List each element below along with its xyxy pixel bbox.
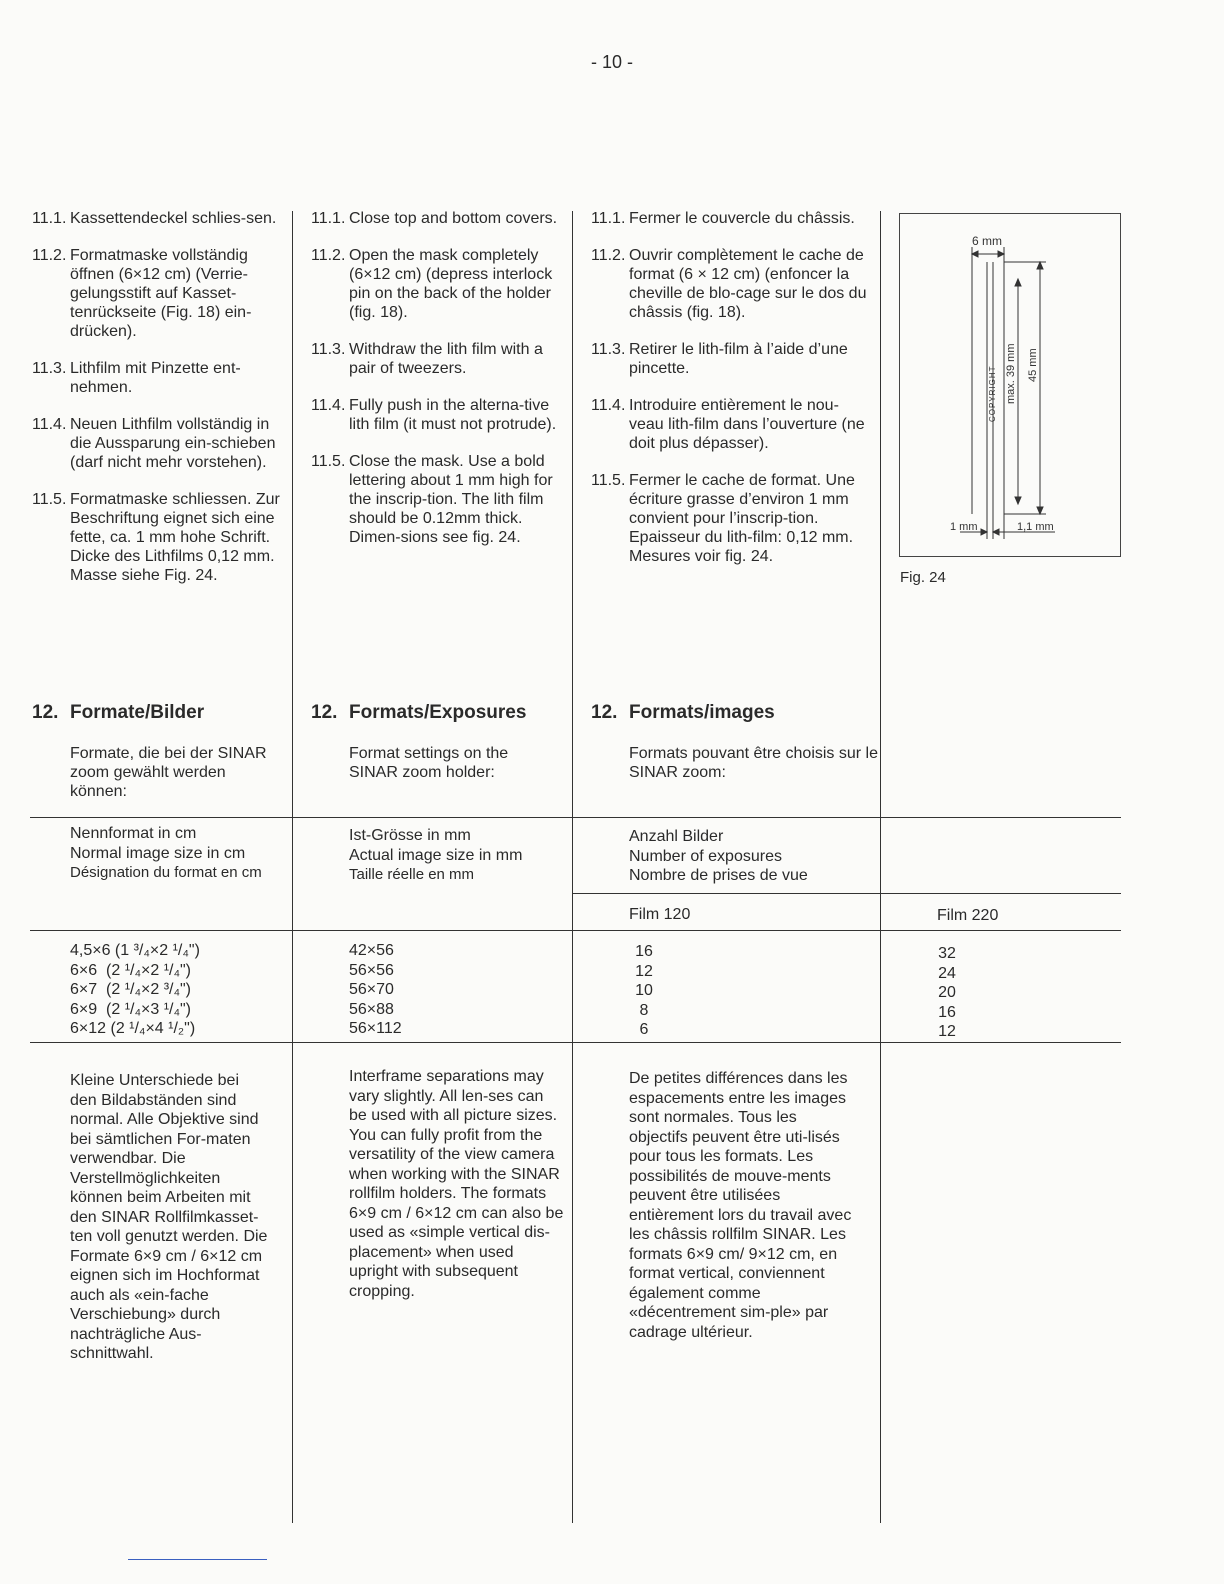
step-item: 11.3. Withdraw the lith film with a pair of tweezers. [311, 341, 543, 377]
step-item: 11.2. Open the mask completely (6×12 cm) (depress interlock pin on the back of the holder (fig. 18). [311, 247, 553, 321]
notes-de: Kleine Unterschiede bei den Bildabständen sind normal. Alle Objektive sind bei sämtlichen For-maten verwendbar. Die Verstellmöglichkeiten können beim Arbeiten mit den SINAR Rollfilmkasset-ten voll genutzt werden. Die Formate 6×9 cm / 6×12 cm eignen sich im Hochformat auch als «ein-fache Verschiebung» durch nachträgliche Aus-schnittwahl. [70, 1072, 268, 1362]
table-cell: 6×12 (2 ¹/₄×4 ¹/₂") [70, 1020, 196, 1037]
table-cell: 32 [938, 945, 956, 962]
step-item: 11.4. Fully push in the alterna-tive lith film (it must not protrude). [311, 397, 557, 433]
heading-fr: 12. Formats/images [591, 702, 775, 723]
step-item: 11.4. Neuen Lithfilm vollständig in die Aussparung ein-schieben (darf nicht mehr vorstehen). [32, 416, 276, 471]
subtitle-en: Format settings on the SINAR zoom holder: [349, 745, 509, 781]
heading-de: 12. Formate/Bilder [32, 702, 205, 723]
table-cell: 10 [635, 982, 653, 999]
step-item: 11.2. Ouvrir complètement le cache de format (6 × 12 cm) (enfoncer la cheville de blo-cage sur le dos du châssis (fig. 18). [591, 247, 867, 321]
table-cell: 56×112 [349, 1020, 402, 1037]
step-item: 11.1. Close top and bottom covers. [311, 210, 558, 227]
table-top-rule [30, 817, 1121, 818]
dim-top-label: 6 mm [972, 234, 1002, 248]
column-divider [572, 211, 573, 1523]
steps-english [311, 209, 567, 565]
figure-24 [899, 213, 1121, 557]
figure-caption: Fig. 24 [900, 569, 946, 586]
table-cell: 4,5×6 (1 ³/₄×2 ¹/₄") [70, 942, 200, 959]
table-cell: 6 [639, 1021, 649, 1038]
table-cell: 12 [635, 962, 653, 980]
table-header-film220: Film 220 [937, 907, 999, 924]
step-item: 11.3. Retirer le lith-film à l’aide d’une pincette. [591, 341, 848, 377]
step-item: 11.1. Fermer le couvercle du châssis. [591, 210, 855, 227]
table-cell: 42×56 [349, 942, 394, 959]
table-header-film120: Film 120 [629, 906, 691, 923]
nominal-sizes-list [70, 941, 200, 1039]
table-cell: 6×7 (2 ¹/₄×2 ³/₄") [70, 981, 192, 998]
step-item: 11.5. Fermer le cache de format. Une écriture grasse d’environ 1 mm convient pour l’inscrip-tion. Epaisseur du lith-film: 0,12 mm. Mesures voir fig. 24. [591, 472, 855, 565]
column-divider [880, 211, 881, 1523]
step-item: 11.4. Introduire entièrement le nou-veau lith-film dans l’ouverture (ne doit plus dépasser). [591, 397, 865, 452]
heading-en: 12. Formats/Exposures [311, 702, 527, 723]
table-cell: 8 [639, 1001, 649, 1019]
table-cell: 24 [938, 964, 956, 982]
notes-en: Interframe separations may vary slightly. All len-ses can be used with all picture sizes. You can fully profit from the versatility of the view camera when working with the SINAR rollfilm holders. The formats 6×9 cm / 6×12 cm can also be used as «simple vertical dis-placement» when used upright with subsequent cropping. [349, 1068, 564, 1300]
page-number: - 10 - [590, 52, 633, 72]
table-cell: 56×88 [349, 1000, 394, 1018]
steps-french [591, 209, 871, 584]
dim-right-label: 1,1 mm [1017, 521, 1054, 533]
column-divider [292, 211, 293, 1523]
subtitle-fr: Formats pouvant être choisis sur le SINAR zoom: [629, 745, 878, 781]
film120-exposures-list [629, 942, 659, 1040]
step-item: 11.5. Formatmaske schliessen. Zur Beschriftung eignet sich eine fette, ca. 1 mm hohe Schrift. Dicke des Lithfilms 0,12 mm. Masse siehe Fig. 24. [32, 491, 280, 584]
dim-left-label: 1 mm [950, 521, 978, 533]
table-cell: 16 [938, 1003, 956, 1021]
steps-german [32, 209, 282, 603]
copyright-label: COPYRIGHT [988, 365, 997, 422]
step-item: 11.2. Formatmaske vollständig öffnen (6×12 cm) (Verrie-gelungsstift auf Kasset-tenrückseite (Fig. 18) ein-drücken). [32, 247, 252, 340]
notes-fr: De petites différences dans les espacements entre les images sont normales. Tous les objectifs peuvent être uti-lisés pour tous les formats. Les possibilités de mouve-ments peuvent être utilisées entièrement lors du travail avec les châssis rollfilm SINAR. Les formats 6×9 cm/ 9×12 cm, en format vertical, conviennent également comme «décentrement sim-ple» par cadrage ultérieur. [629, 1070, 852, 1341]
table-cell: 56×70 [349, 981, 394, 998]
table-header-actual: Ist-Grösse in mm Actual image size in mm Taille réelle en mm [349, 827, 523, 883]
film-dimension-diagram [900, 214, 1120, 556]
table-sub-rule [572, 893, 1121, 894]
step-item: 11.5. Close the mask. Use a bold lettering about 1 mm high for the inscrip-tion. The lith film should be 0.12mm thick. Dimen-sions see fig. 24. [311, 453, 553, 546]
subtitle-de: Formate, die bei der SINAR zoom gewählt werden können: [70, 745, 267, 800]
table-cell: 6×9 (2 ¹/₄×3 ¹/₄") [70, 1000, 192, 1018]
table-cell: 20 [938, 984, 956, 1001]
table-cell: 56×56 [349, 961, 394, 979]
film220-exposures-list [934, 944, 960, 1042]
dim-max-label: max. 39 mm [1005, 343, 1017, 404]
table-header-exposures: Anzahl Bilder Number of exposures Nombre de prises de vue [629, 828, 808, 884]
table-cell: 16 [635, 943, 653, 960]
step-item: 11.1. Kassettendeckel schlies-sen. [32, 210, 277, 227]
table-cell: 12 [938, 1023, 956, 1040]
table-header-rule [30, 930, 1121, 931]
table-bottom-rule [30, 1042, 1121, 1043]
dim-full-label: 45 mm [1027, 348, 1039, 382]
table-header-nominal: Nennformat in cm Normal image size in cm Désignation du format en cm [70, 825, 262, 881]
table-cell: 6×6 (2 ¹/₄×2 ¹/₄") [70, 961, 192, 979]
underline-mark [128, 1559, 267, 1560]
actual-sizes-list [349, 941, 402, 1039]
step-item: 11.3. Lithfilm mit Pinzette ent-nehmen. [32, 360, 241, 396]
